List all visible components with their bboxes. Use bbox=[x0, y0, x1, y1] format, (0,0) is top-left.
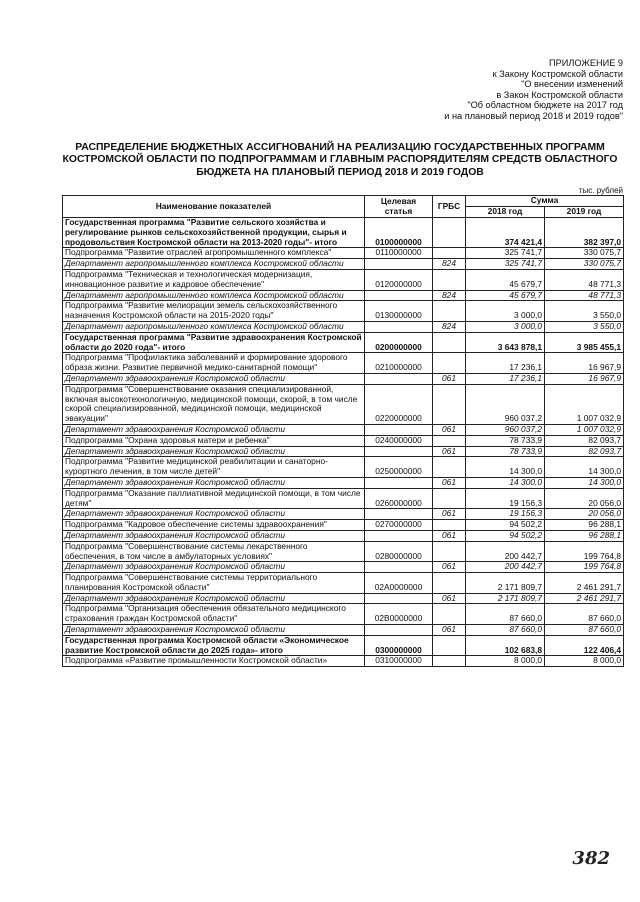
row-name: Государственная программа Костромской области «Экономическое развитие Костромской области до 2025 года»- итого bbox=[63, 635, 365, 656]
row-value-2019: 14 300,0 bbox=[545, 477, 624, 488]
table-row bbox=[63, 332, 624, 353]
header-sum: Сумма bbox=[466, 196, 624, 207]
row-value-2018: 960 037,2 bbox=[466, 384, 545, 424]
row-grbs bbox=[433, 520, 466, 531]
row-grbs bbox=[433, 541, 466, 562]
row-target-code: 0260000000 bbox=[365, 488, 433, 509]
row-target-code bbox=[365, 424, 433, 435]
row-value-2019: 48 771,3 bbox=[545, 290, 624, 301]
row-value-2019: 82 093,7 bbox=[545, 446, 624, 457]
annex-line: к Закону Костромской области bbox=[492, 68, 623, 79]
row-target-code bbox=[365, 321, 433, 332]
row-value-2019: 8 000,0 bbox=[545, 656, 624, 667]
row-value-2019: 87 660,0 bbox=[545, 625, 624, 636]
row-value-2018: 19 156,3 bbox=[466, 509, 545, 520]
row-target-code bbox=[365, 625, 433, 636]
row-name: Департамент здравоохранения Костромской области bbox=[63, 446, 365, 457]
annex-line: "О внесении изменений bbox=[521, 79, 623, 90]
row-value-2018: 14 300,0 bbox=[466, 477, 545, 488]
row-value-2018: 960 037,2 bbox=[466, 424, 545, 435]
header-name: Наименование показателей bbox=[63, 196, 365, 218]
row-name: Государственная программа "Развитие здравоохранения Костромской области до 2020 года"- итого bbox=[63, 332, 365, 353]
row-value-2018: 200 442,7 bbox=[466, 541, 545, 562]
row-value-2019: 382 397,0 bbox=[545, 218, 624, 248]
row-name: Департамент здравоохранения Костромской области bbox=[63, 477, 365, 488]
row-value-2019: 82 093,7 bbox=[545, 435, 624, 446]
row-value-2018: 17 236,1 bbox=[466, 353, 545, 374]
row-target-code: 0250000000 bbox=[365, 457, 433, 478]
row-value-2018: 14 300,0 bbox=[466, 457, 545, 478]
row-target-code bbox=[365, 373, 433, 384]
row-value-2018: 325 741,7 bbox=[466, 248, 545, 259]
row-value-2019: 330 075,7 bbox=[545, 248, 624, 259]
row-target-code bbox=[365, 509, 433, 520]
row-value-2019: 3 550,0 bbox=[545, 301, 624, 322]
table-row bbox=[63, 218, 624, 248]
row-grbs bbox=[433, 635, 466, 656]
budget-table bbox=[62, 195, 624, 667]
row-grbs bbox=[433, 457, 466, 478]
row-target-code: 0220000000 bbox=[365, 384, 433, 424]
row-name: Подпрограмма "Охрана здоровья матери и ребенка" bbox=[63, 435, 365, 446]
row-name: Подпрограмма "Совершенствование системы лекарственного обеспечения, в том числе в амбулаторных условиях" bbox=[63, 541, 365, 562]
row-value-2019: 16 967,9 bbox=[545, 353, 624, 374]
row-name: Департамент агропромышленного комплекса Костромской области bbox=[63, 321, 365, 332]
table-row bbox=[63, 562, 624, 573]
row-target-code: 0240000000 bbox=[365, 435, 433, 446]
document-title: РАСПРЕДЕЛЕНИЕ БЮДЖЕТНЫХ АССИГНОВАНИЙ НА РЕАЛИЗАЦИЮ ГОСУДАРСТВЕННЫХ ПРОГРАММ КОСТРОМСКОЙ ОБЛАСТИ ПО ПОДПРОГРАММАМ И ГЛАВНЫМ РАСПОРЯДИТЕЛЯМ СРЕДСТВ ОБЛАСТНОГО БЮДЖЕТА НА ПЛАНОВЫЙ ПЕРИОД 2018 И 2019 ГОДОВ bbox=[62, 142, 618, 178]
row-grbs bbox=[433, 384, 466, 424]
row-value-2018: 2 171 809,7 bbox=[466, 573, 545, 594]
row-value-2019: 2 461 291,7 bbox=[545, 593, 624, 604]
row-target-code: 0310000000 bbox=[365, 656, 433, 667]
row-grbs: 061 bbox=[433, 477, 466, 488]
header-2018: 2018 год bbox=[466, 207, 545, 218]
row-value-2019: 199 764,8 bbox=[545, 562, 624, 573]
row-value-2018: 78 733,9 bbox=[466, 435, 545, 446]
row-value-2019: 16 967,9 bbox=[545, 373, 624, 384]
row-name: Департамент здравоохранения Костромской области bbox=[63, 530, 365, 541]
row-grbs: 061 bbox=[433, 625, 466, 636]
row-value-2019: 20 056,0 bbox=[545, 509, 624, 520]
row-target-code bbox=[365, 477, 433, 488]
row-name: Подпрограмма «Развитие промышленности Костромской области» bbox=[63, 656, 365, 667]
table-row bbox=[63, 635, 624, 656]
row-name: Департамент здравоохранения Костромской области bbox=[63, 424, 365, 435]
table-row bbox=[63, 269, 624, 290]
table-row bbox=[63, 625, 624, 636]
row-value-2018: 94 502,2 bbox=[466, 520, 545, 531]
table-row bbox=[63, 488, 624, 509]
row-name: Подпрограмма "Развитие отраслей агропромышленного комплекса" bbox=[63, 248, 365, 259]
row-name: Департамент здравоохранения Костромской области bbox=[63, 625, 365, 636]
table-row bbox=[63, 520, 624, 531]
row-name: Департамент агропромышленного комплекса Костромской области bbox=[63, 290, 365, 301]
table-row bbox=[63, 373, 624, 384]
row-grbs bbox=[433, 435, 466, 446]
row-value-2018: 2 171 809,7 bbox=[466, 593, 545, 604]
table-row bbox=[63, 384, 624, 424]
row-name: Департамент здравоохранения Костромской области bbox=[63, 509, 365, 520]
row-target-code: 02В0000000 bbox=[365, 604, 433, 625]
row-target-code: 0130000000 bbox=[365, 301, 433, 322]
row-name: Департамент агропромышленного комплекса Костромской области bbox=[63, 259, 365, 270]
row-name: Подпрограмма "Развитие мелиорации земель сельскохозяйственного назначения Костромской области на 2015-2020 годы" bbox=[63, 301, 365, 322]
row-target-code bbox=[365, 593, 433, 604]
row-target-code: 0300000000 bbox=[365, 635, 433, 656]
table-row bbox=[63, 509, 624, 520]
row-value-2018: 45 679,7 bbox=[466, 290, 545, 301]
row-grbs bbox=[433, 604, 466, 625]
table-row bbox=[63, 290, 624, 301]
row-value-2018: 102 683,8 bbox=[466, 635, 545, 656]
row-value-2018: 325 741,7 bbox=[466, 259, 545, 270]
row-value-2019: 14 300,0 bbox=[545, 457, 624, 478]
row-value-2019: 1 007 032,9 bbox=[545, 424, 624, 435]
row-grbs bbox=[433, 269, 466, 290]
row-grbs: 824 bbox=[433, 290, 466, 301]
row-target-code bbox=[365, 530, 433, 541]
row-value-2018: 78 733,9 bbox=[466, 446, 545, 457]
row-value-2019: 96 288,1 bbox=[545, 520, 624, 531]
row-grbs: 061 bbox=[433, 446, 466, 457]
row-name: Подпрограмма "Совершенствование системы территориального планирования Костромской области" bbox=[63, 573, 365, 594]
row-value-2018: 3 643 878,1 bbox=[466, 332, 545, 353]
row-value-2019: 3 985 455,1 bbox=[545, 332, 624, 353]
row-target-code: 02А0000000 bbox=[365, 573, 433, 594]
row-value-2019: 96 288,1 bbox=[545, 530, 624, 541]
row-target-code bbox=[365, 290, 433, 301]
header-grbs: ГРБС bbox=[433, 196, 466, 218]
row-value-2018: 87 660,0 bbox=[466, 625, 545, 636]
row-target-code bbox=[365, 446, 433, 457]
table-row bbox=[63, 541, 624, 562]
page-number: 382 bbox=[572, 848, 610, 869]
row-value-2018: 17 236,1 bbox=[466, 373, 545, 384]
row-grbs bbox=[433, 248, 466, 259]
row-grbs: 061 bbox=[433, 593, 466, 604]
table-row bbox=[63, 593, 624, 604]
table-row bbox=[63, 259, 624, 270]
row-target-code bbox=[365, 562, 433, 573]
row-value-2019: 122 406,4 bbox=[545, 635, 624, 656]
annex-reference bbox=[444, 58, 623, 122]
row-name: Подпрограмма "Оказание паллиативной медицинской помощи, в том числе детям" bbox=[63, 488, 365, 509]
table-row bbox=[63, 248, 624, 259]
row-name: Подпрограмма "Развитие медицинской реабилитации и санаторно-курортного лечения, в том числе детей" bbox=[63, 457, 365, 478]
row-target-code: 0200000000 bbox=[365, 332, 433, 353]
row-grbs bbox=[433, 573, 466, 594]
row-grbs bbox=[433, 218, 466, 248]
row-grbs bbox=[433, 332, 466, 353]
row-target-code: 0100000000 bbox=[365, 218, 433, 248]
row-grbs: 824 bbox=[433, 259, 466, 270]
row-grbs: 061 bbox=[433, 530, 466, 541]
table-row bbox=[63, 424, 624, 435]
table-row bbox=[63, 573, 624, 594]
annex-line: ПРИЛОЖЕНИЕ 9 bbox=[549, 58, 623, 68]
row-name: Департамент здравоохранения Костромской области bbox=[63, 562, 365, 573]
table-row bbox=[63, 477, 624, 488]
row-grbs bbox=[433, 301, 466, 322]
row-value-2018: 374 421,4 bbox=[466, 218, 545, 248]
table-row bbox=[63, 435, 624, 446]
table-row bbox=[63, 656, 624, 667]
header-target: Целевая статья bbox=[365, 196, 433, 218]
row-target-code: 0270000000 bbox=[365, 520, 433, 531]
row-value-2018: 3 000,0 bbox=[466, 301, 545, 322]
row-value-2018: 8 000,0 bbox=[466, 656, 545, 667]
row-value-2018: 94 502,2 bbox=[466, 530, 545, 541]
row-name: Подпрограмма "Совершенствование оказания специализированной, включая высокотехнологичную, медицинской помощи, скорой, в том числе скорой специализированной, медицинской помощи, медицинской эвакуации" bbox=[63, 384, 365, 424]
table-row bbox=[63, 457, 624, 478]
row-target-code: 0110000000 bbox=[365, 248, 433, 259]
row-grbs: 061 bbox=[433, 509, 466, 520]
units-label: тыс. рублей bbox=[578, 186, 623, 195]
row-grbs: 824 bbox=[433, 321, 466, 332]
annex-line: "Об областном бюджете на 2017 год bbox=[467, 100, 623, 111]
annex-line: в Закон Костромской области bbox=[496, 89, 623, 100]
table-body bbox=[63, 218, 624, 667]
table-row bbox=[63, 353, 624, 374]
header-2019: 2019 год bbox=[545, 207, 624, 218]
row-name: Департамент здравоохранения Костромской области bbox=[63, 593, 365, 604]
row-name: Государственная программа "Развитие сельского хозяйства и регулирование рынков сельскохозяйственной продукции, сырья и продовольствия Костромской области на 2013-2020 годы"- итого bbox=[63, 218, 365, 248]
row-value-2018: 45 679,7 bbox=[466, 269, 545, 290]
table-row bbox=[63, 530, 624, 541]
row-value-2019: 330 075,7 bbox=[545, 259, 624, 270]
row-value-2019: 199 764,8 bbox=[545, 541, 624, 562]
row-target-code bbox=[365, 259, 433, 270]
row-name: Подпрограмма "Кадровое обеспечение системы здравоохранения" bbox=[63, 520, 365, 531]
row-grbs: 061 bbox=[433, 562, 466, 573]
row-value-2018: 19 156,3 bbox=[466, 488, 545, 509]
row-target-code: 0210000000 bbox=[365, 353, 433, 374]
row-grbs: 061 bbox=[433, 424, 466, 435]
row-name: Подпрограмма "Организация обеспечения обязательного медицинского страхования граждан Костромской области" bbox=[63, 604, 365, 625]
row-grbs bbox=[433, 488, 466, 509]
row-name: Департамент здравоохранения Костромской области bbox=[63, 373, 365, 384]
row-value-2019: 87 660,0 bbox=[545, 604, 624, 625]
row-target-code: 0280000000 bbox=[365, 541, 433, 562]
row-value-2019: 20 056,0 bbox=[545, 488, 624, 509]
row-grbs: 061 bbox=[433, 373, 466, 384]
row-value-2019: 3 550,0 bbox=[545, 321, 624, 332]
row-target-code: 0120000000 bbox=[365, 269, 433, 290]
row-value-2018: 3 000,0 bbox=[466, 321, 545, 332]
annex-line: и на плановый период 2018 и 2019 годов" bbox=[444, 110, 623, 121]
table-row bbox=[63, 301, 624, 322]
table-row bbox=[63, 604, 624, 625]
row-name: Подпрограмма "Профилактика заболеваний и формирование здорового образа жизни. Развитие первичной медико-санитарной помощи" bbox=[63, 353, 365, 374]
row-grbs bbox=[433, 656, 466, 667]
row-value-2018: 87 660,0 bbox=[466, 604, 545, 625]
row-value-2019: 1 007 032,9 bbox=[545, 384, 624, 424]
row-name: Подпрограмма "Техническая и технологическая модернизация, инновационное развитие и кадровое обеспечение" bbox=[63, 269, 365, 290]
row-value-2018: 200 442,7 bbox=[466, 562, 545, 573]
row-value-2019: 2 461 291,7 bbox=[545, 573, 624, 594]
row-grbs bbox=[433, 353, 466, 374]
table-row bbox=[63, 446, 624, 457]
table-row bbox=[63, 321, 624, 332]
row-value-2019: 48 771,3 bbox=[545, 269, 624, 290]
